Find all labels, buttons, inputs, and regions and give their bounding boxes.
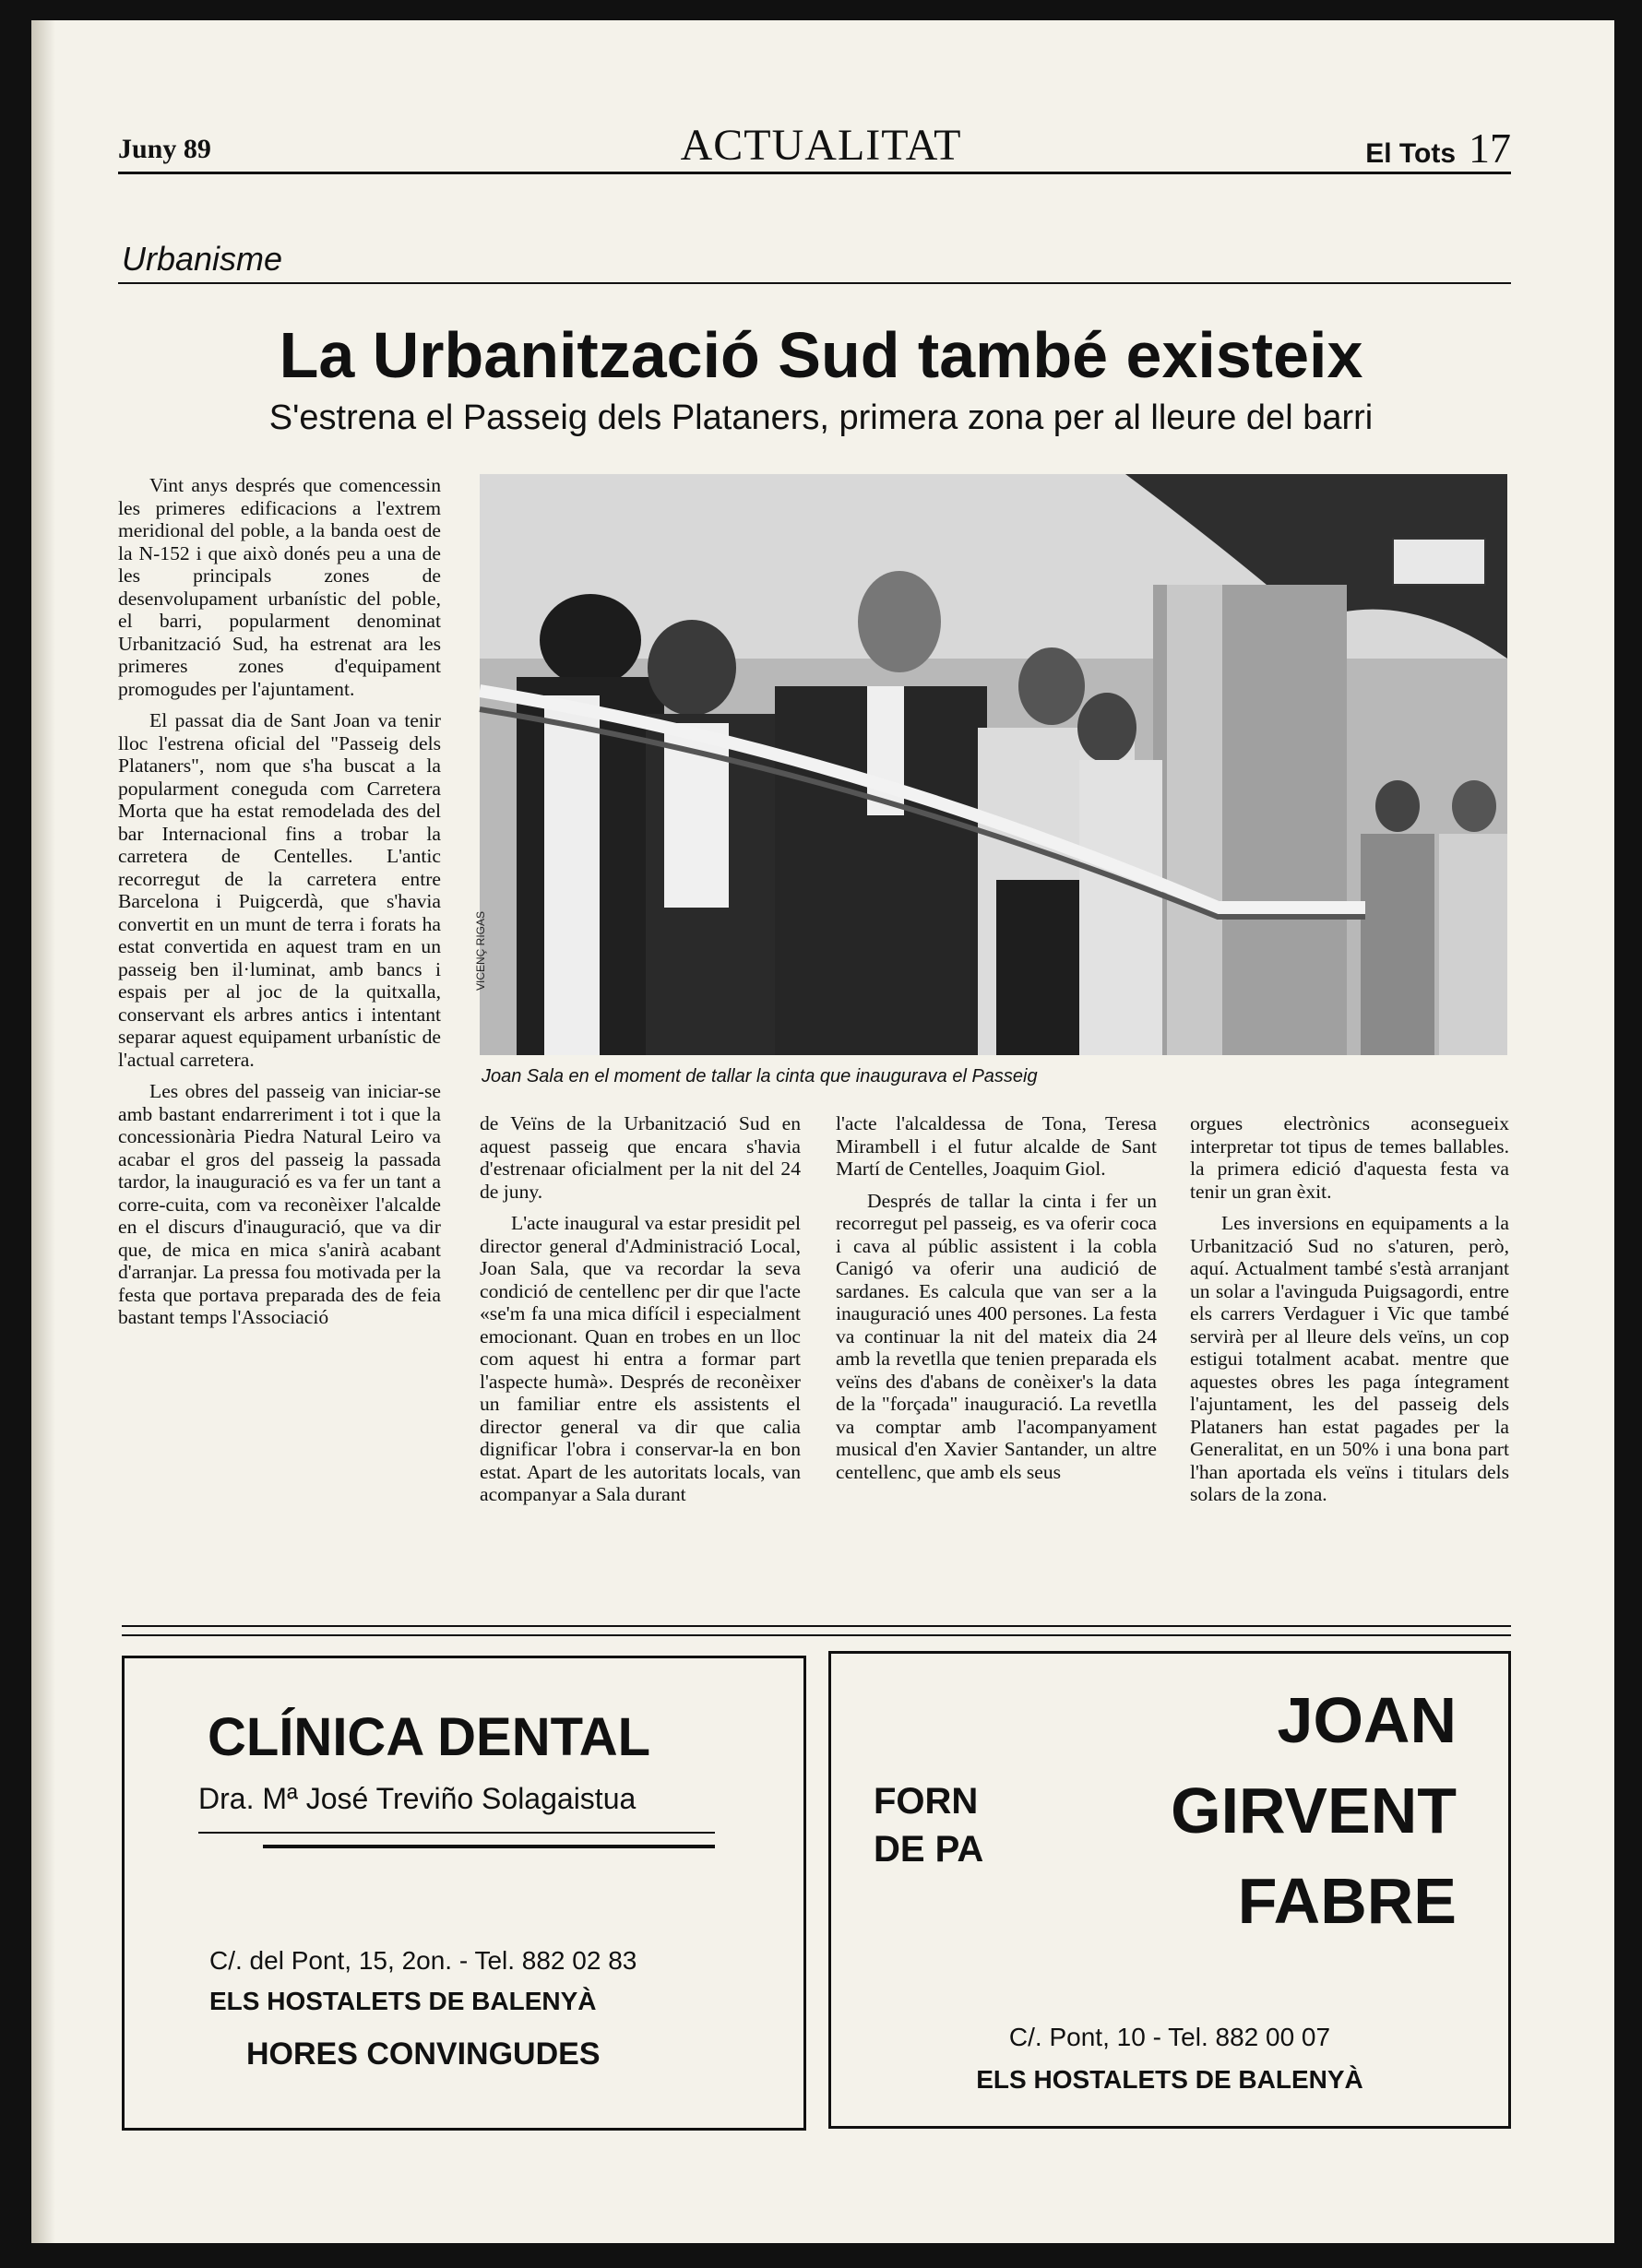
article-category: Urbanisme (122, 240, 283, 278)
paragraph: de Veïns de la Urbanització Sud en aquest passeig que encara s'havia d'estrenaar oficialment per la nit del 24 de juny. (480, 1112, 801, 1203)
ad-bakery-line-2: DE PA (874, 1829, 984, 1870)
ad-doctor-name: Dra. Mª José Treviño Solagaistua (198, 1782, 637, 1815)
paragraph: L'acte inaugural va estar presidit pel director general d'Administració Local, Joan Sala, que va recordar la seva condició de centellenc per dir que l'acte «se'm fa una mica difícil i especialment emocionant. Quan en trobes en un lloc com aquest hi entra a formar part l'aspecte humà». Després de reconèixer un familiar entre els assistents el director general va dir que calia dignificar l'obra i conservar-la en bon estat. Apart de les autoritats locals, van acompanyar a Sala durant (480, 1212, 801, 1505)
photo-illustration (480, 474, 1507, 1055)
paragraph: orgues electrònics aconsegueix interpretar tot tipus de temes ballables. la primera edició d'aquesta festa va tenir un gran èxit. (1190, 1112, 1509, 1203)
ad-town: ELS HOSTALETS DE BALENYÀ (976, 2065, 1363, 2094)
article-column-4 (1190, 1112, 1509, 1506)
dental-clinic-ad (122, 1656, 806, 2131)
article-photo (474, 474, 1507, 1055)
article-subheadline: S'estrena el Passeig dels Plataners, primera zona per al lleure del barri (268, 398, 1374, 437)
ad-owner-first-name: JOAN (1277, 1684, 1457, 1756)
header-rule (118, 172, 1511, 174)
paragraph: El passat dia de Sant Joan va tenir lloc l'estrena oficial del "Passeig dels Plataners", nom que s'ha buscat a la popularment coneguda com Carretera Morta que ha estat remodelada des del bar Internacional fins a trobar la carretera de Centelles. L'antic recorregut de la carretera entre Barcelona i Puigcerdà, que s'havia convertit en un munt de terra i forats ha estat convertida en aquest tram en un passeig ben il·luminat, amb bancs i espais per al joc de la quitxalla, conservant els arbres antics i intentant separar aquest equipament urbanístic de l'actual carretera. (118, 709, 441, 1071)
section-title: ACTUALITAT (680, 121, 962, 170)
ads-divider-top (122, 1625, 1511, 1627)
ad-title: CLÍNICA DENTAL (208, 1707, 651, 1767)
ad-town: ELS HOSTALETS DE BALENYÀ (209, 1987, 597, 2015)
paragraph: Les inversions en equipaments a la Urbanització Sud no s'aturen, però, aquí. Actualment també s'està arranjant un solar a l'avinguda Puigsagordi, entre els carrers Verdaguer i Vic que també servirà per al lleure dels veïns, un cop estigui totalment acabat. mentre que aquestes obres les paga íntegrament l'ajuntament, les del passeig dels Plataners han estat pagades per la Generalitat, en un 50% i una bona part l'han aportada els veïns i titulars dels solars de la zona. (1190, 1212, 1509, 1505)
ad-owner-surname-1: GIRVENT (1171, 1775, 1457, 1846)
article-headline: La Urbanització Sud també existeix (279, 319, 1363, 391)
publication-title: El Tots (1365, 138, 1456, 169)
paragraph: l'acte l'alcaldessa de Tona, Teresa Mirambell i el futur alcalde de Sant Martí de Centelles, Joaquim Giol. (836, 1112, 1157, 1180)
photo-credit: VICENÇ RIGAS (474, 910, 487, 991)
issue-date: Juny 89 (118, 134, 211, 164)
category-rule (118, 282, 1511, 284)
ads-divider-bottom (122, 1634, 1511, 1636)
ad-address: C/. del Pont, 15, 2on. - Tel. 882 02 83 (209, 1946, 637, 1975)
page-number: 17 (1469, 125, 1511, 172)
ad-address: C/. Pont, 10 - Tel. 882 00 07 (1008, 2023, 1331, 2051)
publication-name (1365, 124, 1511, 172)
ad-rule (198, 1832, 715, 1834)
article-column-3 (836, 1112, 1157, 1483)
bakery-ad (828, 1651, 1511, 2129)
ad-hours: HORES CONVINGUDES (246, 2036, 601, 2072)
ad-rule-thick (263, 1845, 715, 1848)
article-column-2 (480, 1112, 801, 1506)
ad-owner-surname-2: FABRE (1237, 1865, 1457, 1937)
paragraph: Les obres del passeig van iniciar-se amb bastant endarreriment i tot i que la concessionària Piedra Natural Leiro va acabar el gros del passeig la passada tardor, la inauguració es va fer un tant a corre-cuita, com va reconèixer l'alcalde en el discurs d'inauguració, que va dir que, de mica en mica s'anirà acabant d'arranjar. La pressa fou motivada per la festa que portava preparada des de feia bastant temps l'Associació (118, 1080, 441, 1328)
paragraph: Vint anys després que comencessin les primeres edificacions a l'extrem meridional del poble, a la banda oest de la N-152 i que això donés peu a una de les principals zones de desenvolupament urbanístic del poble, el barri, popularment denominat Urbanització Sud, ha estrenat ara les primeres zones d'equipament promogudes per l'ajuntament. (118, 474, 441, 700)
paragraph: Després de tallar la cinta i fer un recorregut pel passeig, es va oferir coca i cava al públic assistent i la cobla Canigó va oferir una audició de sardanes. Es calcula que van ser a la inauguració unes 400 persones. La festa va continuar la nit del mateix dia 24 amb la revetlla que tenien preparada els veïns des d'abans de conèixer's la data de la "forçada" inauguració. La revetlla va comptar amb l'acompanyament musical d'en Xavier Santander, un altre centellenc, que amb els seus (836, 1189, 1157, 1483)
photo-caption: Joan Sala en el moment de tallar la cinta que inaugurava el Passeig (482, 1066, 1038, 1087)
ad-bakery-line-1: FORN (874, 1781, 979, 1822)
article-column-1 (118, 474, 441, 1329)
